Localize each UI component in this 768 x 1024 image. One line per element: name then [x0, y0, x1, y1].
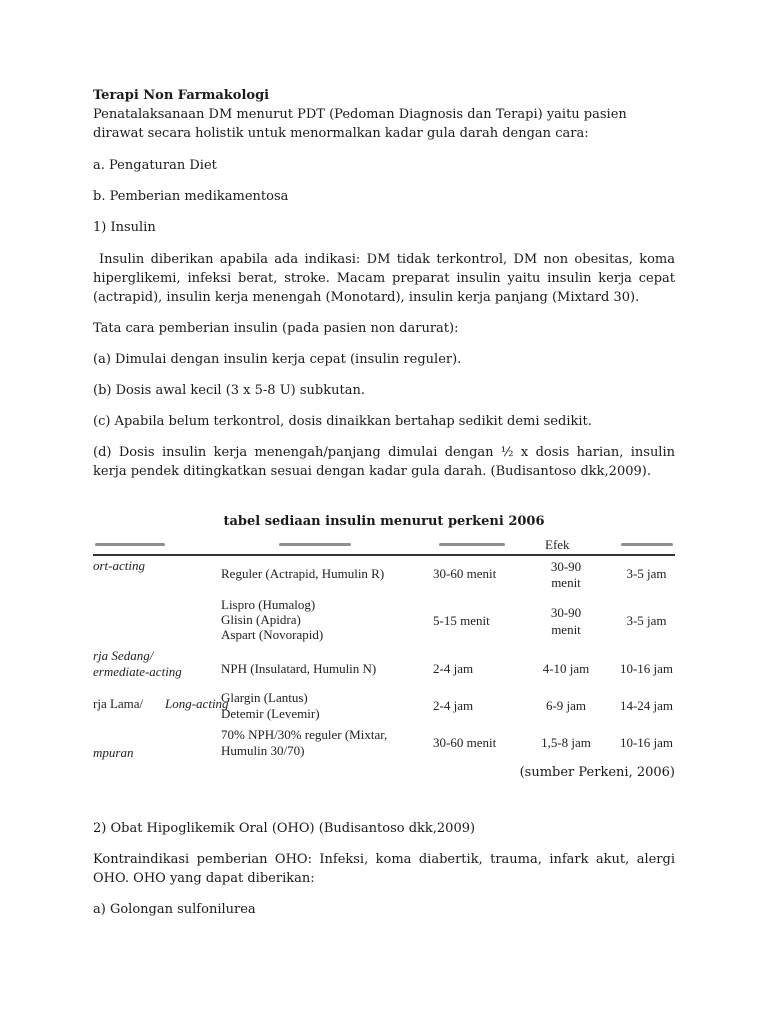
table-cell-preparation: Glargin (Lantus) [221, 690, 308, 705]
list-item-a: a. Pengaturan Diet [93, 158, 217, 173]
table-cell-preparation: NPH (Insulatard, Humulin N) [221, 661, 377, 676]
step-d: (d) Dosis insulin kerja menengah/panjang dimulai dengan ½ x dosis harian, insulin kerja pendek ditingkatkan sesuai dengan kadar gula darah. (Budisantoso dkk,2009). [93, 445, 675, 479]
table-cell-category: ort-acting [93, 558, 145, 573]
table-cell-onset: 30-60 menit [433, 566, 497, 581]
table-cell-preparation: Humulin 30/70) [221, 743, 305, 758]
insulin-paragraph: Insulin diberikan apabila ada indikasi: DM tidak terkontrol, DM non obesitas, koma hiperglikemi, infeksi berat, stroke. Macam preparat insulin yaitu insulin kerja cepat (actrapid), insulin kerja menengah (Monotard), insulin kerja panjang (Mixtard 30). [93, 252, 675, 305]
table-cell-peak: 1,5-8 jam [541, 735, 591, 750]
table-header-faded [93, 535, 675, 547]
table-cell-category: Long-acting [165, 696, 229, 711]
table-header-efek: Efek [545, 537, 570, 552]
table-caption: tabel sediaan insulin menurut perkeni 2006 [223, 514, 545, 529]
table-cell-duration: 3-5 jam [626, 613, 667, 628]
list-item-2: 2) Obat Hipoglikemik Oral (OHO) (Budisantoso dkk,2009) [93, 821, 476, 836]
table-cell-preparation: Lispro (Humalog) [221, 597, 316, 612]
table-cell-peak: 30-90 [550, 559, 582, 574]
tata-cara-line: Tata cara pemberian insulin (pada pasien non darurat): [93, 321, 459, 336]
table-cell-peak: 6-9 jam [545, 698, 587, 713]
table-cell-preparation: Detemir (Levemir) [221, 706, 320, 721]
table-cell-duration: 3-5 jam [626, 566, 667, 581]
table-cell-duration: 14-24 jam [619, 698, 674, 713]
intro-paragraph: Penatalaksanaan DM menurut PDT (Pedoman Diagnosis dan Terapi) yaitu pasien dirawat secara holistik untuk menormalkan kadar gula darah dengan cara: [93, 107, 627, 141]
step-a: (a) Dimulai dengan insulin kerja cepat (insulin reguler). [93, 352, 462, 367]
table-cell-preparation: 70% NPH/30% reguler (Mixtar, [221, 727, 388, 742]
table-cell-peak: 4-10 jam [542, 661, 590, 676]
table-cell-peak: menit [551, 575, 581, 590]
table-cell-category: mpuran [93, 745, 134, 760]
table-cell-peak: menit [551, 622, 581, 637]
list-item-b: b. Pemberian medikamentosa [93, 189, 289, 204]
table-cell-onset: 2-4 jam [433, 698, 474, 713]
table-cell-onset: 2-4 jam [433, 661, 474, 676]
table-cell-peak: 30-90 [550, 605, 582, 620]
kontraindikasi-paragraph: Kontraindikasi pemberian OHO: Infeksi, koma diabertik, trauma, infark akut, alergi OHO. OHO yang dapat diberikan: [93, 852, 675, 886]
step-c: (c) Apabila belum terkontrol, dosis dinaikkan bertahap sedikit demi sedikit. [93, 414, 592, 429]
table-cell-duration: 10-16 jam [619, 661, 674, 676]
table-cell-preparation: Glisin (Apidra) [221, 612, 301, 627]
table-cell-category: rja Lama/ [93, 696, 144, 711]
table-cell-preparation: Aspart (Novorapid) [221, 627, 324, 642]
step-b: (b) Dosis awal kecil (3 x 5-8 U) subkutan. [93, 383, 365, 398]
golongan-line: a) Golongan sulfonilurea [93, 902, 256, 917]
table-cell-category: rja Sedang/ [93, 648, 154, 663]
section-heading: Terapi Non Farmakologi [93, 88, 270, 103]
document-page [93, 86, 675, 919]
table-cell-onset: 5-15 menit [433, 613, 490, 628]
table-cell-duration: 10-16 jam [619, 735, 674, 750]
table-cell-onset: 30-60 menit [433, 735, 497, 750]
table-top-rule [93, 554, 675, 556]
table-source: (sumber Perkeni, 2006) [519, 765, 675, 780]
list-item-1: 1) Insulin [93, 220, 156, 235]
table-cell-preparation: Reguler (Actrapid, Humulin R) [221, 566, 385, 581]
insulin-table-image [93, 535, 675, 767]
table-cell-category: ermediate-acting [93, 664, 182, 679]
